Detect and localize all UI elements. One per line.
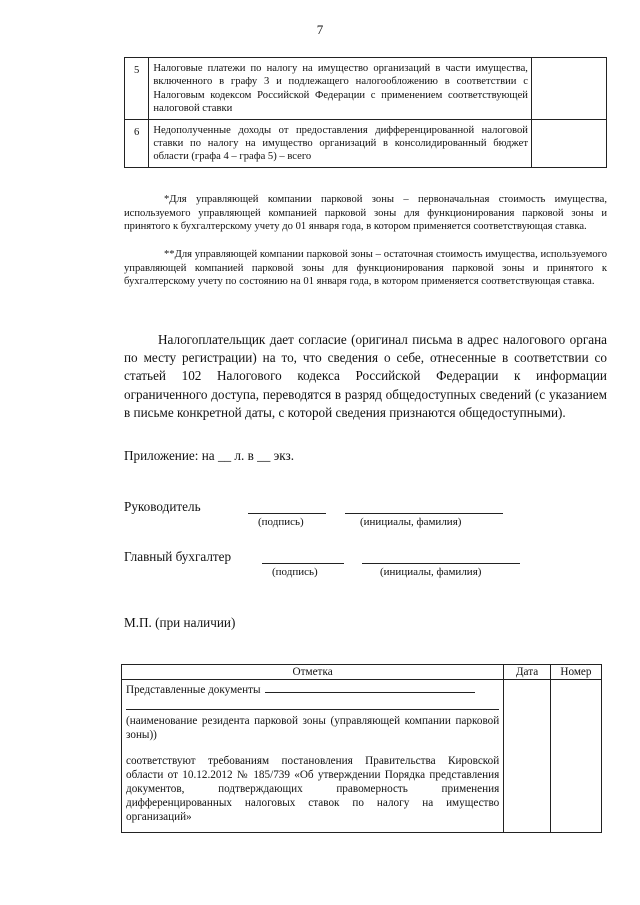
- chief-accountant-label: Главный бухгалтер: [124, 549, 232, 564]
- accountant-signature-caption: (подпись): [272, 566, 318, 578]
- submitted-docs-row: [126, 682, 499, 697]
- date-cell: [504, 680, 551, 833]
- page-number: 7: [316, 22, 324, 37]
- footnote-2: [124, 248, 607, 289]
- compliance-text: соответствуют требованиям постановления Правительства Кировской области от 10.12.2012 № 185/739 «Об утверждении Порядка представления документов, подтверждающих правомерность применения дифференцированных налоговых ставок по налогу на имущество организаций»: [126, 755, 500, 823]
- accountant-name-line: [362, 563, 520, 564]
- tax-table: [124, 57, 607, 168]
- submitted-docs-line: [265, 682, 475, 693]
- head-label: Руководитель: [124, 499, 201, 514]
- number-cell: [550, 680, 601, 833]
- accountant-name-caption: (инициалы, фамилия): [380, 566, 482, 578]
- resident-name-line: [126, 697, 499, 710]
- submitted-docs-label: Представленные документы: [126, 684, 261, 696]
- mark-cell: [122, 680, 504, 833]
- stamp-note: М.П. (при наличии): [124, 615, 236, 630]
- header-number: Номер: [550, 665, 601, 680]
- footnote-1-text: *Для управляющей компании парковой зоны – первоначальная стоимость имущества, используемого управляющей компанией парковой зоны для функционирования парковой зоны и принятого к бухгалтерскому учету до 01 января года, в котором применяется соответствующая ставка.: [124, 194, 607, 233]
- header-mark: Отметка: [122, 665, 504, 680]
- row-number: 5: [125, 58, 149, 120]
- table-row: [122, 680, 602, 833]
- attachment-line: Приложение: на __ л. в __ экз.: [124, 448, 295, 463]
- head-name-caption: (инициалы, фамилия): [360, 516, 462, 528]
- table-row: [125, 58, 607, 120]
- row-text: Недополученные доходы от предоставления дифференцированной налоговой ставки по налогу на имущество организаций в консолидированный бюджет области (графа 4 – графа 5) – всего: [149, 119, 532, 167]
- row-value-cell: [531, 58, 606, 120]
- head-signature-line: [248, 513, 326, 514]
- table-header-row: [122, 665, 602, 680]
- head-signature-caption: (подпись): [258, 516, 304, 528]
- row-number: 6: [125, 119, 149, 167]
- row-text: Налоговые платежи по налогу на имущество организаций в части имущества, включенного в графу 3 и подлежащего налогообложению в соответствии с Налоговым кодексом Российской Федерации с применением соответствующей налоговой ставки: [149, 58, 532, 120]
- row-value-cell: [531, 119, 606, 167]
- resident-caption: (наименование резидента парковой зоны (управляющей компании парковой зоны)): [126, 715, 500, 741]
- table-row: [125, 119, 607, 167]
- accountant-signature-line: [262, 563, 344, 564]
- registration-mark-table: [121, 664, 602, 833]
- head-name-line: [345, 513, 503, 514]
- consent-paragraph: Налогоплательщик дает согласие (оригинал письма в адрес налогового органа по месту регистрации) на то, что сведения о себе, отнесенные в соответствии со статьей 102 Налогового кодекса Российской Федерации к информации ограниченного доступа, переводятся в разряд общедоступных сведений (с указанием в письме конкретной даты, с которой сведения признаются общедоступными).: [124, 332, 607, 420]
- footnote-2-text: **Для управляющей компании парковой зоны – остаточная стоимость имущества, используемого управляющей компанией парковой зоны для функционирования парковой зоны и принятого к бухгалтерскому учету по состоянию на 01 января года, в котором применяется соответствующая ставка.: [124, 249, 607, 288]
- header-date: Дата: [504, 665, 551, 680]
- footnote-1: [124, 193, 607, 234]
